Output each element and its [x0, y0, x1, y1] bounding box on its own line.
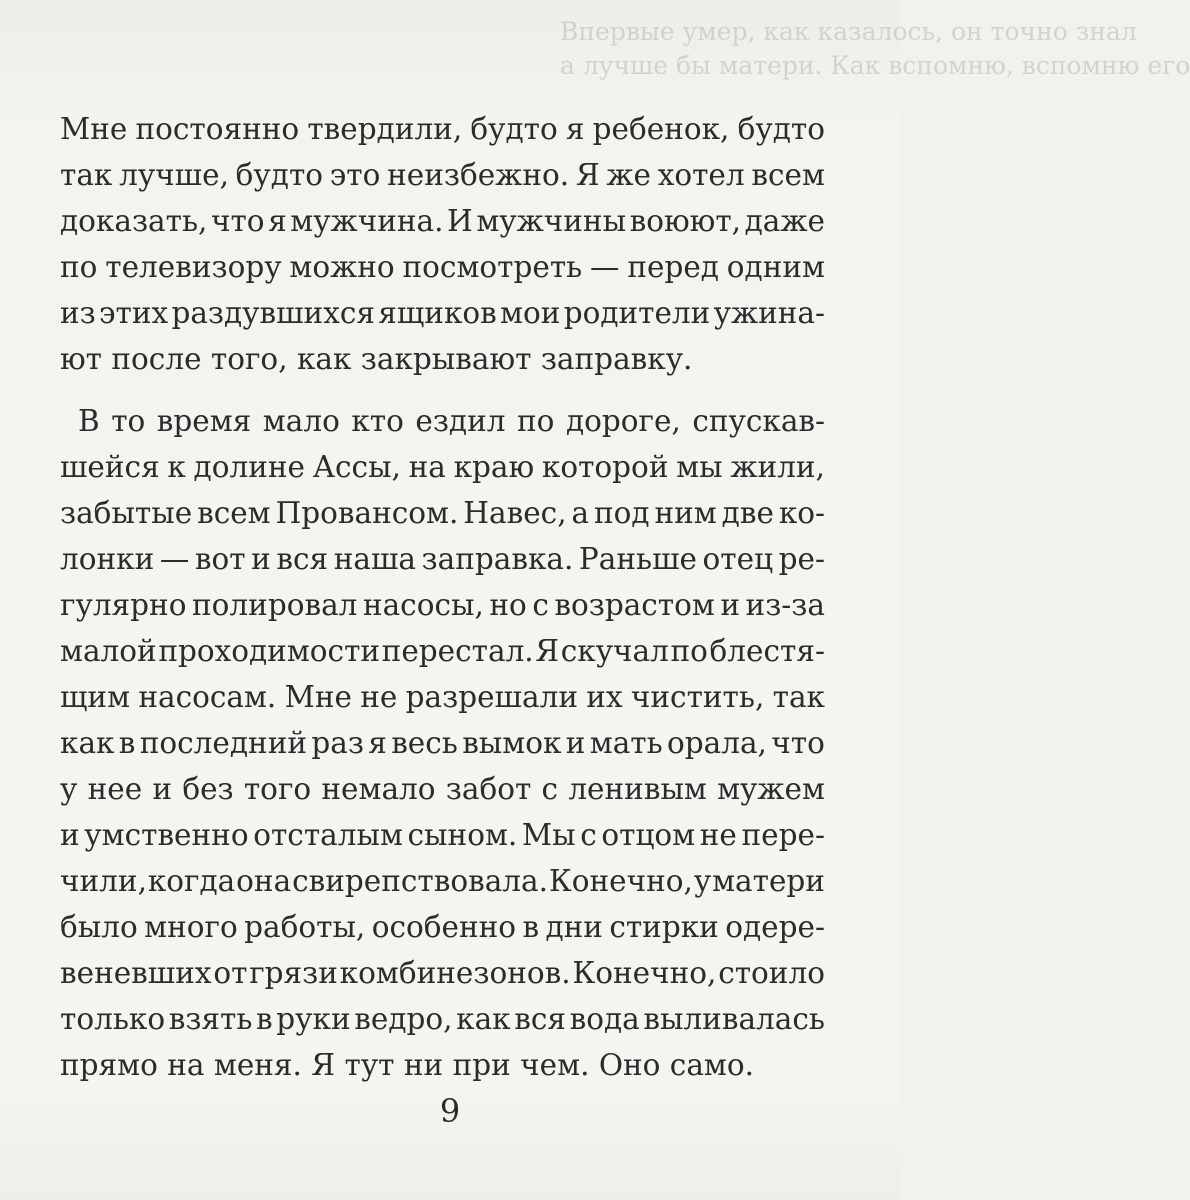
text-line: из этих раздувшихся ящиков мои родители ужина-	[60, 296, 825, 330]
text-line: В то время мало кто ездил по дороге, спускав-	[78, 404, 825, 438]
text-line: только взять в руки ведро, как вся вода выливалась	[60, 1002, 825, 1036]
text-line: у нее и без того немало забот с ленивым мужем	[60, 772, 825, 806]
text-line: и умственно отсталым сыном. Мы с отцом не пере-	[60, 818, 825, 852]
bleed-through-text	[0, 0, 1190, 100]
page-number: 9	[439, 1092, 461, 1130]
text-line: так лучше, будто это неизбежно. Я же хотел всем	[60, 158, 825, 192]
text-line: шейся к долине Ассы, на краю которой мы жили,	[60, 450, 825, 484]
text-line: доказать, что я мужчина. И мужчины воюют, даже	[60, 204, 825, 238]
text-line: малой проходимости перестал. Я скучал по блестя-	[60, 634, 825, 668]
text-line: щим насосам. Мне не разрешали их чистить, так	[60, 680, 825, 714]
bleed-line: Впервые умер, как казалось, он точно знал	[560, 17, 1137, 46]
text-line: было много работы, особенно в дни стирки одере-	[60, 910, 825, 944]
text-line: веневших от грязи комбинезонов. Конечно, стоило	[60, 956, 825, 990]
text-line: гулярно полировал насосы, но с возрастом и из-за	[60, 588, 825, 622]
text-line: Мне постоянно твердили, будто я ребенок, будто	[60, 112, 825, 146]
body-text	[60, 106, 825, 1088]
text-line: по телевизору можно посмотреть — перед одним	[60, 250, 825, 284]
text-line: как в последний раз я весь вымок и мать орала, что	[60, 726, 825, 760]
text-line: ют после того, как закрывают заправку.	[60, 342, 693, 376]
text-line: забытые всем Провансом. Навес, а под ним две ко-	[60, 496, 825, 530]
bleed-line: а лучше бы матери. Как вспомню, вспомню его	[560, 51, 1190, 80]
text-line: прямо на меня. Я тут ни при чем. Оно само.	[60, 1048, 754, 1082]
text-line: лонки — вот и вся наша заправка. Раньше отец ре-	[60, 542, 825, 576]
text-line: чили, когда она свирепствовала. Конечно, у матери	[60, 864, 825, 898]
